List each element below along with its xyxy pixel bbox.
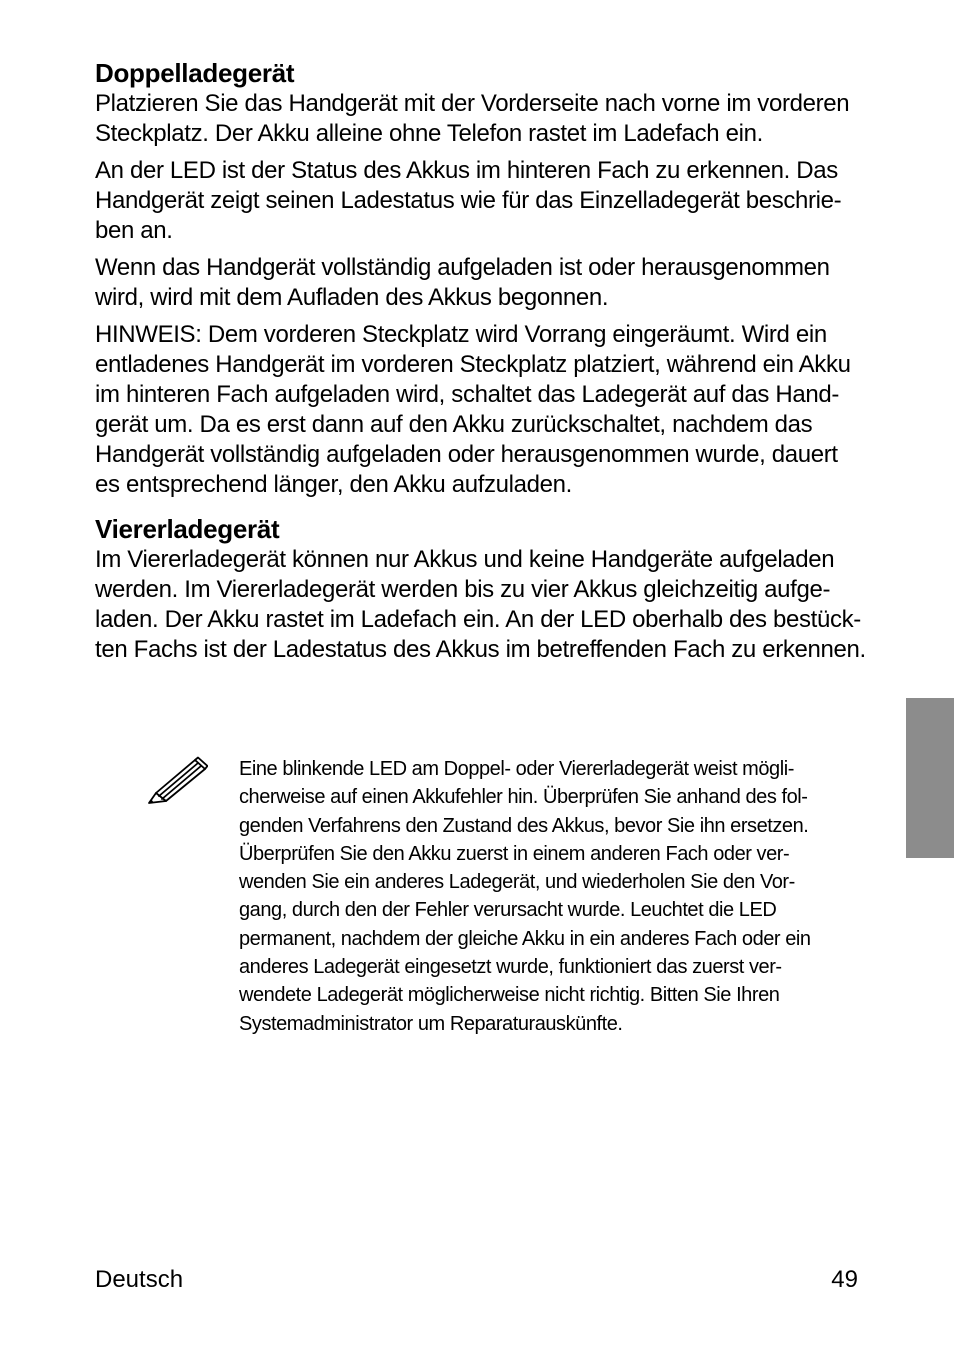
paragraph: An der LED ist der Status des Akkus im hinteren Fach zu erkennen. Das Handgerät zeigt seinen Ladestatus wie für das Einzelladegerät beschrie- ben an. [95, 157, 842, 244]
section-heading: Doppelladegerät [95, 58, 295, 88]
main-content [95, 57, 870, 672]
footer-language: Deutsch [95, 1266, 184, 1293]
chapter-tab [906, 698, 954, 858]
paragraph: Platzieren Sie das Handgerät mit der Vorderseite nach vorne im vorderen Steckplatz. Der Akku alleine ohne Telefon rastet im Ladefach ein. [95, 90, 850, 147]
page-number: 49 [831, 1266, 858, 1293]
paragraph: Im Viererladegerät können nur Akkus und keine Handgeräte aufgeladen werden. Im Viererladegerät werden bis zu vier Akkus gleichzeitig aufge- laden. Der Akku rastet im Ladefach ein. An der LED oberhalb des bestück- ten Fachs ist der Ladestatus des Akkus im betreffenden Fach zu erkennen. [95, 546, 866, 663]
section-viererladegeraet [95, 513, 870, 665]
section-heading: Viererladegerät [95, 514, 280, 544]
paragraph: Wenn das Handgerät vollständig aufgeladen ist oder herausgenommen wird, wird mit dem Aufladen des Akkus begonnen. [95, 254, 830, 311]
section-doppelladegeraet [95, 57, 870, 500]
paragraph: HINWEIS: Dem vorderen Steckplatz wird Vorrang eingeräumt. Wird ein entladenes Handgerät im vorderen Steckplatz platziert, während ein Akku im hinteren Fach aufgeladen wird, schaltet das Ladegerät auf das Hand- gerät um. Da es erst dann auf den Akku zurückschaltet, nachdem das Handgerät vollständig aufgeladen oder herausgenommen wurde, dauert es entsprechend länger, den Akku aufzuladen. [95, 321, 851, 498]
pencil-icon [146, 755, 208, 805]
note-text: Eine blinkende LED am Doppel- oder Viererladegerät weist mögli- cherweise auf einen Akkufehler hin. Überprüfen Sie anhand des fol- genden Verfahrens den Zustand des Akkus, bevor Sie ihn ersetzen. Überprüfen Sie den Akku zuerst in einem anderen Fach oder ver- wenden Sie ein anderes Ladegerät, und wiederholen Sie den Vor- gang, durch den der Fehler verursacht wurde. Leuchtet die LED permanent, nachdem der gleiche Akku in ein anderes Fach oder ein anderes Ladegerät eingesetzt wurde, funktioniert das zuerst ver- wendete Ladegerät möglicherweise nicht richtig. Bitten Sie Ihren Systemadministrator um Reparaturauskünfte. [239, 758, 811, 1035]
